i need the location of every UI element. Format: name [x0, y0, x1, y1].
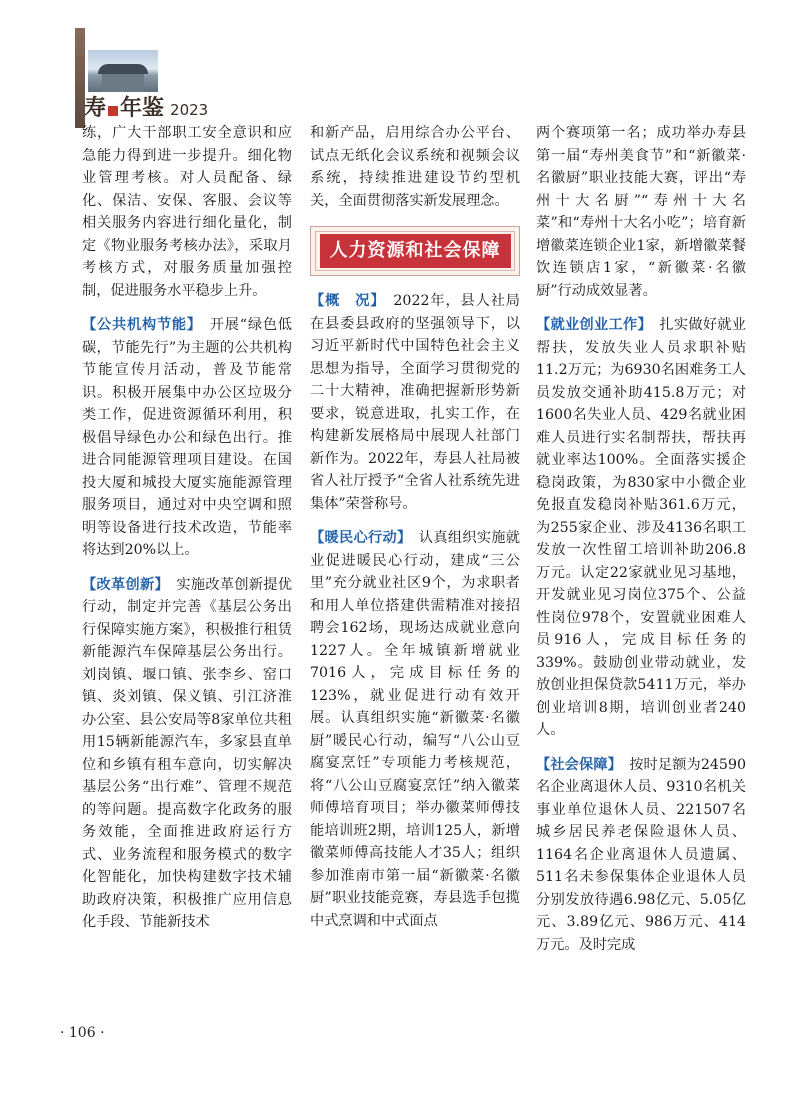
section-heading-box — [310, 226, 520, 276]
paragraph: 两个赛项第一名；成功举办寿县第一届“寿州美食节”和“新徽菜·名徽厨”职业技能大赛，评出“寿州十大名厨”“寿州十大名菜”和“寿州十大名小吃”；培育新增徽菜连锁企业1家，新增徽菜餐饮连锁店1家，“新徽菜·名徽厨”行动成效显著。 — [536, 125, 746, 299]
paragraph — [310, 527, 520, 932]
section-tag: 【暖民心行动】 — [310, 530, 405, 546]
section-text: 2022年，县人社局在县委县政府的坚强领导下，以习近平新时代中国特色社会主义思想为指导，全面学习贯彻党的二十大精神，准确把握新形势新要求，锐意进取，扎实工作，在构建新发展格局中展现人社部门新作为。2022年，寿县人社局被省人社厅授予“全省人社系统先进集体”荣誉称号。 — [310, 293, 520, 512]
section-text: 按时足额为24590名企业离退休人员、9310名机关事业单位退休人员、221507名城乡居民养老保险退休人员、1164名企业离退休人员遗属、511名未参保集体企业退休人员分别发放待遇6.98亿元、5.05亿元、3.89亿元、986万元、414万元。及时完成 — [536, 756, 747, 953]
column-2 — [310, 122, 520, 932]
paragraph — [536, 754, 746, 957]
column-3 — [536, 122, 746, 956]
column-1 — [82, 122, 292, 934]
page-number: · 106 · — [60, 1025, 105, 1041]
section-tag: 【就业创业工作】 — [536, 317, 645, 333]
logo-char-nianjian: 年鉴 — [120, 95, 165, 121]
section-text: 实施改革创新提优行动，制定并完善《基层公务出行保障实施方案》，积极推行租赁新能源汽车保障基层公务出行。刘岗镇、堰口镇、张李乡、窑口镇、炎刘镇、保义镇、引江济淮办公室、县公安局等8家单位共租用15辆新能源汽车，多家县直单位和乡镇有租车意向，切实解决基层公务“出行难”、管理不规范的等问题。提高数字化政务的服务效能，全面推进政府运行方式、业务流程和服务模式的数字化智能化，加快构建数字技术辅助政府决策，积极推广应用信息化手段、节能新技术 — [82, 576, 292, 930]
section-text: 开展“绿色低碳，节能先行”为主题的公共机构节能宣传月活动，普及节能常识。积极开展集中办公区垃圾分类工作，促进资源循环利用，积极倡导绿色办公和绿色出行。推进合同能源管理项目建设。在国投大厦和城投大厦实施能源管理服务项目，通过对中央空调和照明等设备进行技术改造，节能率将达到20%以上。 — [82, 317, 292, 558]
paragraph — [536, 314, 746, 742]
paragraph: 练，广大干部职工安全意识和应急能力得到进一步提升。细化物业管理考核。对人员配备、绿化、保洁、安保、客服、会议等相关服务内容进行细化量化，制定《物业服务考核办法》，采取月考核方式，对服务质量加强控制，促进服务水平稳步上升。 — [82, 125, 292, 299]
section-tag: 【改革创新】 — [82, 576, 162, 593]
section-tag: 【社会保障】 — [536, 756, 615, 773]
section-tag: 【公共机构节能】 — [82, 317, 195, 333]
paragraph — [82, 574, 292, 934]
paragraph — [82, 314, 292, 562]
building-roof — [98, 64, 148, 74]
section-text: 扎实做好就业帮扶，发放失业人员求职补贴11.2万元；为6930名困难务工人员发放交通补助415.8万元；对1600名失业人员、429名就业困难人员进行实名制帮扶，帮扶再就业率达100%。全面落实援企稳岗政策，为830家中小微企业免报直发稳岗补贴361.6万元，为255家企业、涉及4136名职工发放一次性留工培训补助206.8万元。认定22家就业见习基地，开发就业见习岗位375个、公益性岗位978个，安置就业困难人员916人，完成目标任务的339%。鼓励创业带动就业，发放创业担保贷款5411万元，举办创业培训8期，培训创业者240人。 — [536, 317, 746, 738]
red-seal-icon — [108, 106, 118, 116]
section-text: 认真组织实施就业促进暖民心行动，建成“三公里”充分就业社区9个，为求职者和用人单位搭建供需精准对接招聘会162场，现场达成就业意向1227人。全年城镇新增就业7016人，完成目标任务的123%，就业促进行动有效开展。认真组织实施“新徽菜·名徽厨”暖民心行动，编写“八公山豆腐宴烹饪”专项能力考核规范，将“八公山豆腐宴烹饪”纳入徽菜师傅培育项目；举办徽菜师傅技能培训班2期，培训125人，新增徽菜师傅高技能人才35人；组织参加淮南市第一届“新徽菜·名徽厨”职业技能竞赛，寿县选手包揽中式烹调和中式面点 — [310, 530, 520, 929]
yearbook-logo — [84, 92, 208, 120]
section-heading: 人力资源和社会保障 — [320, 234, 511, 269]
logo-year: 2023 — [170, 101, 209, 119]
logo-char-shou: 寿 — [84, 95, 107, 121]
paragraph: 和新产品，启用综合办公平台、试点无纸化会议系统和视频会议系统，持续推进建设节约型机关，全面贯彻落实新发展理念。 — [310, 125, 520, 209]
section-tag: 【概 况】 — [310, 293, 379, 309]
header-building-image — [88, 50, 158, 92]
paragraph — [310, 290, 520, 515]
building-wall — [102, 74, 144, 92]
